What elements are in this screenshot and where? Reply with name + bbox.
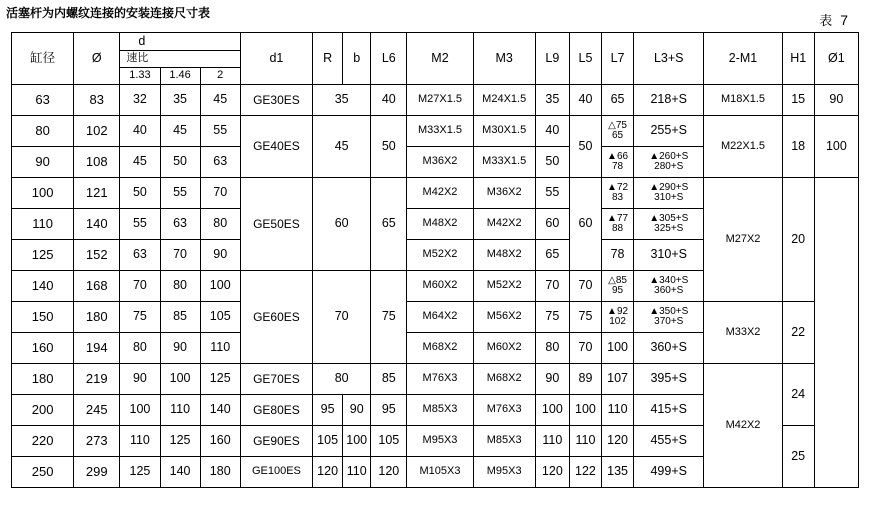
cell-phi: 180 bbox=[74, 302, 120, 333]
cell-M2: M42X2 bbox=[407, 178, 473, 209]
cell-L3S-top: 260+S bbox=[659, 151, 689, 162]
cell-bore: 80 bbox=[12, 116, 74, 147]
cell-L9: 35 bbox=[535, 85, 569, 116]
cell-bore: 160 bbox=[12, 333, 74, 364]
cell-L9: 100 bbox=[535, 395, 569, 426]
cell-M3: M24X1.5 bbox=[473, 85, 535, 116]
cell-M1: M18X1.5 bbox=[704, 85, 782, 116]
cell-L9: 70 bbox=[535, 271, 569, 302]
cell-L7: 135 bbox=[602, 457, 634, 488]
cell-L7-top: 77 bbox=[616, 213, 629, 224]
cell-L3S-top: 305+S bbox=[659, 213, 689, 224]
cell-L7-top: 66 bbox=[616, 151, 629, 162]
cell-L3S: 360+S bbox=[634, 333, 704, 364]
cell-phi: 121 bbox=[74, 178, 120, 209]
cell-bore: 63 bbox=[12, 85, 74, 116]
cell-phi: 108 bbox=[74, 147, 120, 178]
cell-d1: GE90ES bbox=[240, 426, 312, 457]
cell-d-146: 35 bbox=[160, 85, 200, 116]
cell-d-2: 140 bbox=[200, 395, 240, 426]
cell-d-146: 80 bbox=[160, 271, 200, 302]
cell-L7: 110 bbox=[602, 395, 634, 426]
cell-L6: 40 bbox=[371, 85, 407, 116]
cell-d-133: 75 bbox=[120, 302, 160, 333]
cell-d-146: 45 bbox=[160, 116, 200, 147]
cell-d-133: 50 bbox=[120, 178, 160, 209]
table-row bbox=[12, 116, 859, 147]
cell-L7 bbox=[602, 209, 634, 240]
dimension-table bbox=[11, 32, 859, 488]
cell-bore: 220 bbox=[12, 426, 74, 457]
cell-L7: 100 bbox=[602, 333, 634, 364]
cell-d-2: 180 bbox=[200, 457, 240, 488]
header-phi1: Ø1 bbox=[814, 33, 858, 85]
cell-M2: M60X2 bbox=[407, 271, 473, 302]
header-L3S: L3+S bbox=[634, 33, 704, 85]
cell-M3: M52X2 bbox=[473, 271, 535, 302]
cell-phi: 168 bbox=[74, 271, 120, 302]
header-ratio-group: 速比 bbox=[120, 51, 240, 68]
cell-bore: 140 bbox=[12, 271, 74, 302]
cell-M1: M22X1.5 bbox=[704, 116, 782, 178]
cell-b: 100 bbox=[343, 426, 371, 457]
cell-L7-mark: △ bbox=[608, 120, 616, 131]
cell-M2: M36X2 bbox=[407, 147, 473, 178]
cell-M2: M68X2 bbox=[407, 333, 473, 364]
cell-L9: 60 bbox=[535, 209, 569, 240]
header-R: R bbox=[313, 33, 343, 85]
cell-L6: 50 bbox=[371, 116, 407, 178]
cell-d-146: 110 bbox=[160, 395, 200, 426]
cell-L9: 120 bbox=[535, 457, 569, 488]
cell-L3S bbox=[634, 271, 704, 302]
cell-d-133: 40 bbox=[120, 116, 160, 147]
cell-bore: 110 bbox=[12, 209, 74, 240]
cell-d1: GE30ES bbox=[240, 85, 312, 116]
cell-d-133: 70 bbox=[120, 271, 160, 302]
cell-L9: 55 bbox=[535, 178, 569, 209]
cell-L3S: 455+S bbox=[634, 426, 704, 457]
table-number-label bbox=[819, 10, 848, 29]
cell-L7 bbox=[602, 178, 634, 209]
cell-R: 95 bbox=[313, 395, 343, 426]
cell-L3S bbox=[634, 147, 704, 178]
cell-L3S-bot: 280+S bbox=[654, 161, 684, 172]
cell-phi: 219 bbox=[74, 364, 120, 395]
cell-M1: M27X2 bbox=[704, 178, 782, 302]
cell-d-2: 55 bbox=[200, 116, 240, 147]
cell-L5: 89 bbox=[569, 364, 601, 395]
cell-R: 45 bbox=[313, 116, 371, 178]
cell-phi: 194 bbox=[74, 333, 120, 364]
cell-L3S bbox=[634, 302, 704, 333]
cell-L6: 95 bbox=[371, 395, 407, 426]
cell-d-133: 100 bbox=[120, 395, 160, 426]
cell-d-133: 110 bbox=[120, 426, 160, 457]
header-L6: L6 bbox=[371, 33, 407, 85]
cell-d-146: 55 bbox=[160, 178, 200, 209]
cell-M2: M105X3 bbox=[407, 457, 473, 488]
cell-M2: M64X2 bbox=[407, 302, 473, 333]
cell-L7-top: 85 bbox=[615, 275, 627, 286]
cell-d-2: 80 bbox=[200, 209, 240, 240]
cell-L7-bot: 88 bbox=[612, 223, 624, 234]
cell-phi: 102 bbox=[74, 116, 120, 147]
cell-R: 80 bbox=[313, 364, 371, 395]
cell-M3: M85X3 bbox=[473, 426, 535, 457]
cell-M3: M56X2 bbox=[473, 302, 535, 333]
cell-L7-bot: 65 bbox=[612, 130, 624, 141]
cell-M3: M48X2 bbox=[473, 240, 535, 271]
cell-d-133: 63 bbox=[120, 240, 160, 271]
cell-bore: 150 bbox=[12, 302, 74, 333]
cell-M3: M30X1.5 bbox=[473, 116, 535, 147]
header-ratio-2: 2 bbox=[200, 68, 240, 85]
cell-d-2: 160 bbox=[200, 426, 240, 457]
cell-L7-top: 92 bbox=[616, 306, 629, 317]
cell-d-133: 45 bbox=[120, 147, 160, 178]
cell-phi1: 90 bbox=[814, 85, 858, 116]
cell-phi: 245 bbox=[74, 395, 120, 426]
cell-M2: M33X1.5 bbox=[407, 116, 473, 147]
cell-M1: M33X2 bbox=[704, 302, 782, 364]
table-row bbox=[12, 85, 859, 116]
cell-d-146: 50 bbox=[160, 147, 200, 178]
cell-L7: 120 bbox=[602, 426, 634, 457]
cell-d-2: 45 bbox=[200, 85, 240, 116]
cell-d-2: 90 bbox=[200, 240, 240, 271]
header-ratio-146: 1.46 bbox=[160, 68, 200, 85]
cell-L3S: 499+S bbox=[634, 457, 704, 488]
cell-H1: 20 bbox=[782, 178, 814, 302]
cell-d-146: 85 bbox=[160, 302, 200, 333]
cell-phi: 152 bbox=[74, 240, 120, 271]
cell-L3S-mark: ▲ bbox=[649, 213, 660, 224]
cell-L5: 122 bbox=[569, 457, 601, 488]
cell-M3: M33X1.5 bbox=[473, 147, 535, 178]
cell-L5: 60 bbox=[569, 178, 601, 271]
cell-L3S-mark: ▲ bbox=[649, 275, 660, 286]
cell-R: 35 bbox=[313, 85, 371, 116]
cell-bore: 180 bbox=[12, 364, 74, 395]
cell-L6: 65 bbox=[371, 178, 407, 271]
cell-L5: 100 bbox=[569, 395, 601, 426]
table-row bbox=[12, 302, 859, 333]
cell-L3S-bot: 325+S bbox=[654, 223, 684, 234]
cell-L5: 40 bbox=[569, 85, 601, 116]
cell-phi: 140 bbox=[74, 209, 120, 240]
cell-phi: 299 bbox=[74, 457, 120, 488]
cell-d-2: 110 bbox=[200, 333, 240, 364]
cell-L3S-mark: ▲ bbox=[649, 182, 660, 193]
header-phi: Ø bbox=[74, 33, 120, 85]
cell-L9: 40 bbox=[535, 116, 569, 147]
cell-L3S-bot: 310+S bbox=[654, 192, 684, 203]
cell-L5: 50 bbox=[569, 116, 601, 178]
cell-M2: M52X2 bbox=[407, 240, 473, 271]
cell-H1: 25 bbox=[782, 426, 814, 488]
cell-M3: M95X3 bbox=[473, 457, 535, 488]
cell-b: 90 bbox=[343, 395, 371, 426]
cell-L3S-mark: ▲ bbox=[649, 151, 660, 162]
cell-L9: 65 bbox=[535, 240, 569, 271]
cell-L6: 75 bbox=[371, 271, 407, 364]
cell-L7-top: 72 bbox=[616, 182, 629, 193]
header-L9: L9 bbox=[535, 33, 569, 85]
cell-L9: 90 bbox=[535, 364, 569, 395]
cell-L7-mark: ▲ bbox=[607, 182, 617, 193]
cell-L3S bbox=[634, 178, 704, 209]
cell-L7-mark: ▲ bbox=[607, 306, 617, 317]
table-row bbox=[12, 178, 859, 209]
cell-M3: M68X2 bbox=[473, 364, 535, 395]
cell-M3: M36X2 bbox=[473, 178, 535, 209]
cell-L9: 50 bbox=[535, 147, 569, 178]
cell-L3S: 218+S bbox=[634, 85, 704, 116]
cell-L7 bbox=[602, 271, 634, 302]
header-L7: L7 bbox=[602, 33, 634, 85]
cell-bore: 125 bbox=[12, 240, 74, 271]
cell-d-146: 125 bbox=[160, 426, 200, 457]
cell-bore: 90 bbox=[12, 147, 74, 178]
cell-M3: M76X3 bbox=[473, 395, 535, 426]
cell-d-133: 125 bbox=[120, 457, 160, 488]
cell-bore: 200 bbox=[12, 395, 74, 426]
cell-L7-bot: 102 bbox=[609, 316, 626, 327]
cell-d1: GE100ES bbox=[240, 457, 312, 488]
cell-L3S: 310+S bbox=[634, 240, 704, 271]
cell-bore: 100 bbox=[12, 178, 74, 209]
cell-d-2: 63 bbox=[200, 147, 240, 178]
cell-d1: GE80ES bbox=[240, 395, 312, 426]
cell-M3: M60X2 bbox=[473, 333, 535, 364]
cell-L5: 70 bbox=[569, 271, 601, 302]
cell-L7 bbox=[602, 147, 634, 178]
cell-L3S bbox=[634, 209, 704, 240]
header-M1: 2-M1 bbox=[704, 33, 782, 85]
cell-L7-mark: △ bbox=[608, 275, 616, 286]
cell-M3: M42X2 bbox=[473, 209, 535, 240]
cell-L5: 75 bbox=[569, 302, 601, 333]
cell-H1: 22 bbox=[782, 302, 814, 364]
cell-H1: 18 bbox=[782, 116, 814, 178]
cell-L7 bbox=[602, 116, 634, 147]
table-row bbox=[12, 364, 859, 395]
cell-M2: M48X2 bbox=[407, 209, 473, 240]
cell-L3S-top: 350+S bbox=[659, 306, 689, 317]
cell-d1: GE60ES bbox=[240, 271, 312, 364]
cell-L7-bot: 78 bbox=[612, 161, 624, 172]
page-title: 活塞杆为内螺纹连接的安装连接尺寸表 bbox=[6, 6, 211, 20]
cell-L9: 110 bbox=[535, 426, 569, 457]
cell-L3S-bot: 360+S bbox=[654, 285, 684, 296]
cell-R: 120 bbox=[313, 457, 343, 488]
cell-L3S: 255+S bbox=[634, 116, 704, 147]
cell-L7-mark: ▲ bbox=[607, 213, 617, 224]
cell-M2: M76X3 bbox=[407, 364, 473, 395]
cell-d-146: 100 bbox=[160, 364, 200, 395]
cell-M2: M95X3 bbox=[407, 426, 473, 457]
cell-d-2: 70 bbox=[200, 178, 240, 209]
cell-L7: 65 bbox=[602, 85, 634, 116]
cell-L7 bbox=[602, 302, 634, 333]
cell-L3S: 395+S bbox=[634, 364, 704, 395]
header-d1: d1 bbox=[240, 33, 312, 85]
cell-L7: 78 bbox=[602, 240, 634, 271]
cell-H1: 15 bbox=[782, 85, 814, 116]
cell-bore: 250 bbox=[12, 457, 74, 488]
cell-L3S-top: 290+S bbox=[659, 182, 689, 193]
cell-d1: GE40ES bbox=[240, 116, 312, 178]
header-ratio-133: 1.33 bbox=[120, 68, 160, 85]
cell-d-133: 80 bbox=[120, 333, 160, 364]
cell-L3S: 415+S bbox=[634, 395, 704, 426]
cell-L5: 70 bbox=[569, 333, 601, 364]
header-bore: 缸径 bbox=[12, 33, 74, 85]
cell-d1: GE50ES bbox=[240, 178, 312, 271]
cell-phi: 273 bbox=[74, 426, 120, 457]
cell-H1: 24 bbox=[782, 364, 814, 426]
cell-d-133: 55 bbox=[120, 209, 160, 240]
header-L5: L5 bbox=[569, 33, 601, 85]
table-number: 7 bbox=[840, 12, 848, 28]
cell-M2: M27X1.5 bbox=[407, 85, 473, 116]
cell-phi1: 100 bbox=[814, 116, 858, 178]
table-label: 表 bbox=[819, 13, 833, 28]
cell-L9: 75 bbox=[535, 302, 569, 333]
cell-d-133: 90 bbox=[120, 364, 160, 395]
cell-L7-top: 75 bbox=[615, 120, 627, 131]
cell-L6: 105 bbox=[371, 426, 407, 457]
cell-d-2: 105 bbox=[200, 302, 240, 333]
cell-d-146: 140 bbox=[160, 457, 200, 488]
cell-d-2: 125 bbox=[200, 364, 240, 395]
cell-L5: 110 bbox=[569, 426, 601, 457]
cell-L3S-mark: ▲ bbox=[649, 306, 660, 317]
header-b: b bbox=[343, 33, 371, 85]
cell-L7: 107 bbox=[602, 364, 634, 395]
cell-R: 105 bbox=[313, 426, 343, 457]
cell-L7-bot: 83 bbox=[612, 192, 624, 203]
cell-d1: GE70ES bbox=[240, 364, 312, 395]
cell-d-146: 70 bbox=[160, 240, 200, 271]
cell-d-146: 63 bbox=[160, 209, 200, 240]
cell-d-2: 100 bbox=[200, 271, 240, 302]
cell-L3S-top: 340+S bbox=[659, 275, 689, 286]
cell-R: 60 bbox=[313, 178, 371, 271]
cell-L7-mark: ▲ bbox=[607, 151, 617, 162]
cell-b: 110 bbox=[343, 457, 371, 488]
cell-M1: M42X2 bbox=[704, 364, 782, 488]
cell-M2: M85X3 bbox=[407, 395, 473, 426]
cell-phi: 83 bbox=[74, 85, 120, 116]
cell-d-133: 32 bbox=[120, 85, 160, 116]
header-d-group: d bbox=[120, 33, 240, 51]
cell-L7-bot: 95 bbox=[612, 285, 624, 296]
cell-R: 70 bbox=[313, 271, 371, 364]
cell-L6: 120 bbox=[371, 457, 407, 488]
header-M2: M2 bbox=[407, 33, 473, 85]
header-H1: H1 bbox=[782, 33, 814, 85]
cell-phi1 bbox=[814, 178, 858, 488]
cell-L6: 85 bbox=[371, 364, 407, 395]
cell-L3S-bot: 370+S bbox=[654, 316, 684, 327]
header-M3: M3 bbox=[473, 33, 535, 85]
cell-L9: 80 bbox=[535, 333, 569, 364]
cell-d-146: 90 bbox=[160, 333, 200, 364]
